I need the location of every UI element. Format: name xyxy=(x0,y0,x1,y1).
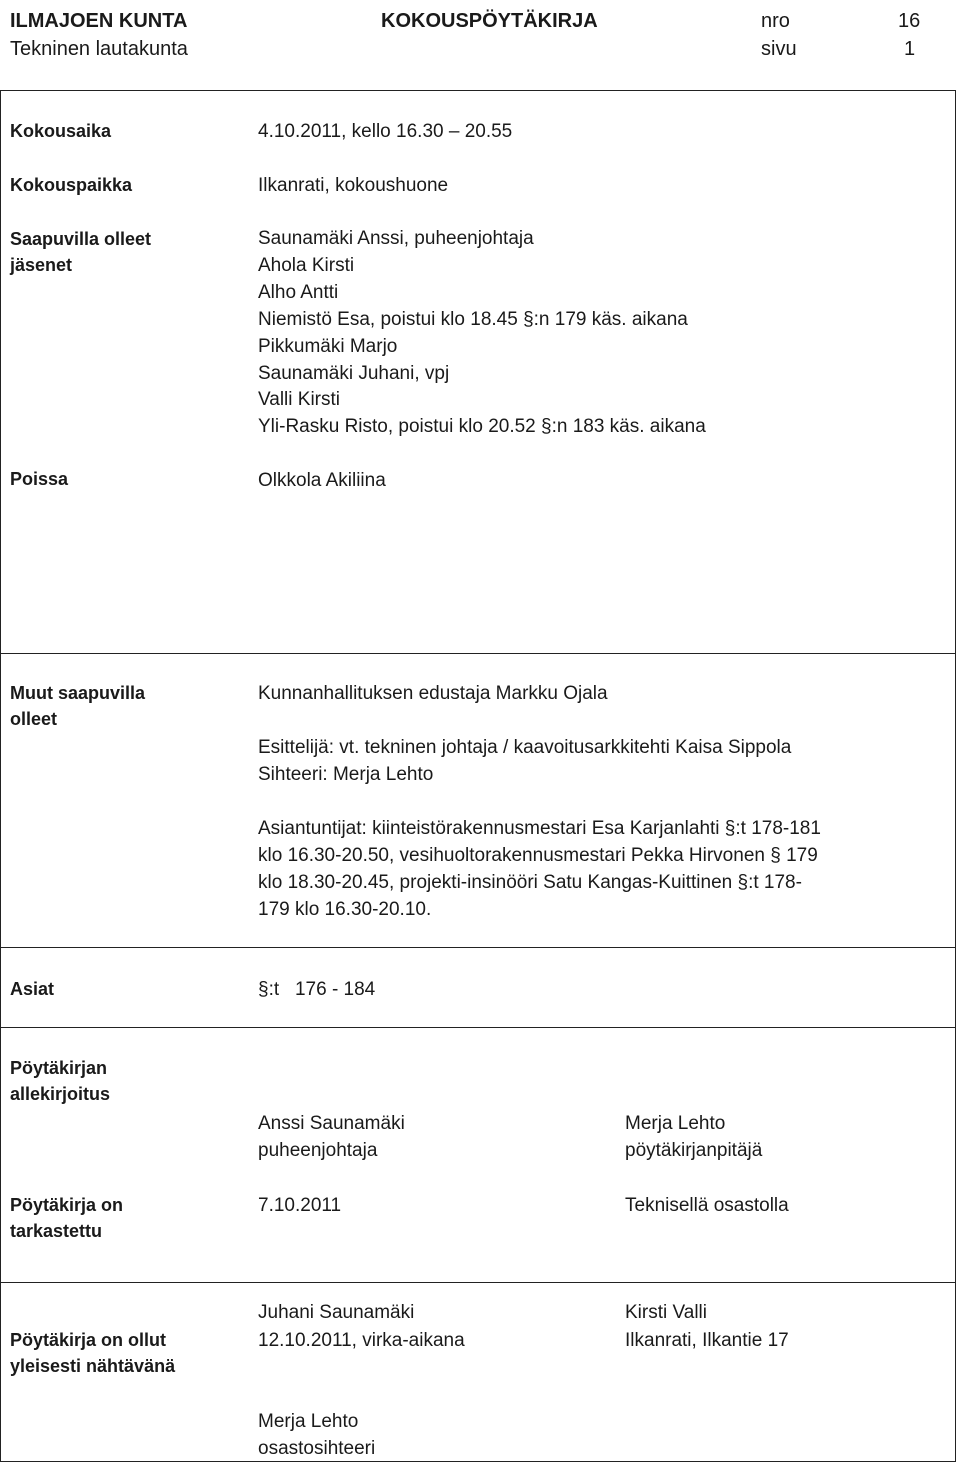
list-item: Ahola Kirsti xyxy=(258,254,355,276)
sivu-value: 1 xyxy=(904,38,916,60)
experts-list xyxy=(258,815,821,923)
experts-line: Asiantuntijat: kiinteistörakennusmestari Esa Karjanlahti §:t 178-181 xyxy=(258,818,821,839)
section-divider xyxy=(0,1027,956,1028)
public-label-line: yleisesti nähtävänä xyxy=(10,1356,176,1376)
checker-1-name: Juhani Saunamäki xyxy=(258,1302,415,1323)
experts-line: klo 16.30-20.50, vesihuoltorakennusmestari Pekka Hirvonen § 179 xyxy=(258,845,818,866)
meeting-time-value: 4.10.2011, kello 16.30 – 20.55 xyxy=(258,121,513,142)
checked-label-line: Pöytäkirja on xyxy=(10,1195,124,1215)
checked-date: 7.10.2011 xyxy=(258,1195,342,1216)
checked-label-line: tarkastettu xyxy=(10,1221,103,1241)
section-divider xyxy=(0,1282,956,1283)
list-item: Saunamäki Anssi, puheenjohtaja xyxy=(258,228,534,249)
public-display-place: Ilkanrati, Ilkantie 17 xyxy=(625,1330,789,1351)
others-label-line: olleet xyxy=(10,709,58,729)
nro-value: 16 xyxy=(898,10,921,32)
secretary: Sihteeri: Merja Lehto xyxy=(258,764,434,785)
items-value: §:t 176 - 184 xyxy=(258,979,376,1000)
items-label: Asiat xyxy=(10,979,55,999)
secretary-role: pöytäkirjanpitäjä xyxy=(625,1140,763,1161)
present-label-line: jäsenet xyxy=(10,255,73,275)
council-representative: Kunnanhallituksen edustaja Markku Ojala xyxy=(258,683,608,704)
experts-line: 179 klo 16.30-20.10. xyxy=(258,899,432,920)
list-item: Saunamäki Juhani, vpj xyxy=(258,362,450,384)
certifier-name: Merja Lehto xyxy=(258,1411,359,1432)
chair-signature xyxy=(258,1110,405,1164)
secretary-signature xyxy=(625,1110,762,1164)
list-item: Niemistö Esa, poistui klo 18.45 §:n 179 käs. aikana xyxy=(258,308,688,330)
present-members-label xyxy=(10,226,151,278)
certifier-role: osastosihteeri xyxy=(258,1438,376,1459)
section-divider xyxy=(0,947,956,948)
checked-label xyxy=(10,1192,123,1244)
list-item: Valli Kirsti xyxy=(258,389,340,411)
meeting-time-label: Kokousaika xyxy=(10,121,112,141)
signatures-label-line: Pöytäkirjan xyxy=(10,1058,108,1078)
checked-place: Teknisellä osastolla xyxy=(625,1195,789,1216)
sivu-label: sivu xyxy=(761,38,797,60)
nro-label: nro xyxy=(761,10,790,32)
checker-2-name: Kirsti Valli xyxy=(625,1302,707,1323)
org-name: ILMAJOEN KUNTA xyxy=(10,10,188,32)
meeting-place-label: Kokouspaikka xyxy=(10,175,133,195)
absent-label: Poissa xyxy=(10,469,69,489)
certifier xyxy=(258,1408,375,1462)
public-label-line: Pöytäkirja on ollut xyxy=(10,1330,167,1350)
signatures-label-line: allekirjoitus xyxy=(10,1084,111,1104)
chair-role: puheenjohtaja xyxy=(258,1140,378,1161)
signatures-label xyxy=(10,1055,110,1107)
experts-line: klo 18.30-20.45, projekti-insinööri Satu Kangas-Kuittinen §:t 178- xyxy=(258,872,802,893)
presenter: Esittelijä: vt. tekninen johtaja / kaavoitusarkkitehti Kaisa Sippola xyxy=(258,737,792,758)
list-item: Pikkumäki Marjo xyxy=(258,335,398,357)
present-label-line: Saapuvilla olleet xyxy=(10,229,152,249)
others-label-line: Muut saapuvilla xyxy=(10,683,146,703)
public-display-date: 12.10.2011, virka-aikana xyxy=(258,1330,465,1351)
secretary-name: Merja Lehto xyxy=(625,1113,726,1134)
list-item: Alho Antti xyxy=(258,281,339,303)
others-present-label xyxy=(10,680,145,732)
document-type: KOKOUSPÖYTÄKIRJA xyxy=(381,10,598,32)
list-item: Yli-Rasku Risto, poistui klo 20.52 §:n 183 käs. aikana xyxy=(258,416,706,438)
absent-value: Olkkola Akiliina xyxy=(258,470,386,491)
members-list xyxy=(258,226,706,441)
public-display-label xyxy=(10,1327,175,1379)
meeting-place-value: Ilkanrati, kokoushuone xyxy=(258,175,449,196)
section-divider xyxy=(0,653,956,654)
chair-name: Anssi Saunamäki xyxy=(258,1113,405,1134)
board-name: Tekninen lautakunta xyxy=(10,38,188,60)
